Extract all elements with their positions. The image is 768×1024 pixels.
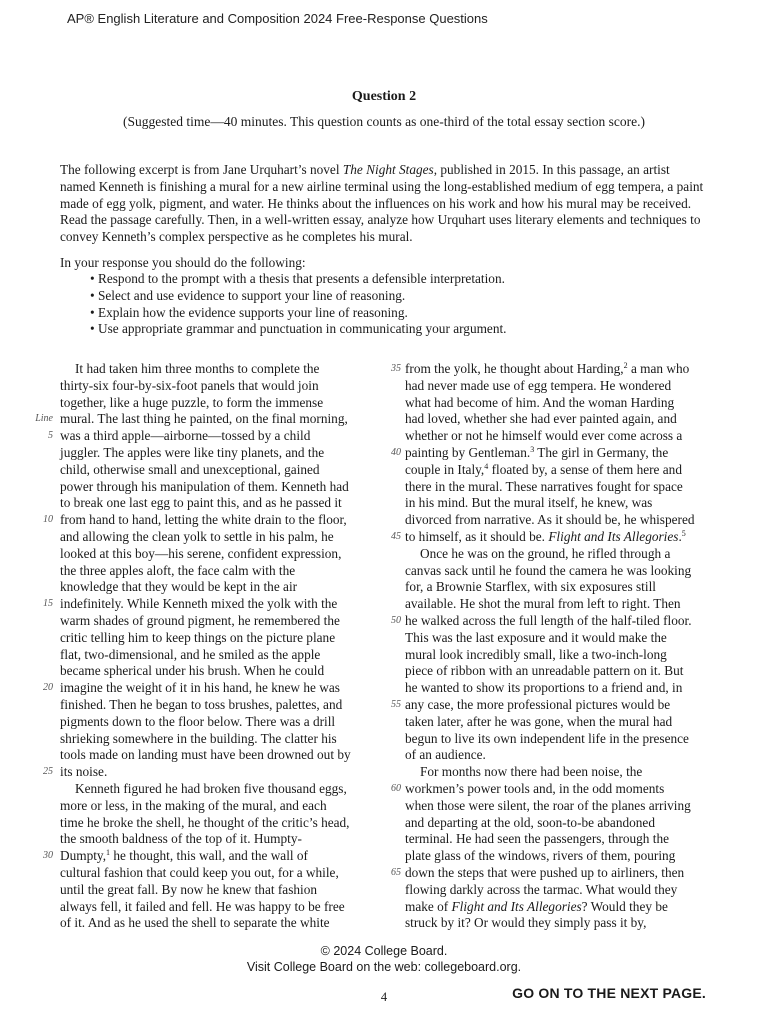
line-number: 50: [391, 614, 401, 626]
passage-line: [48, 428, 366, 445]
text-run: always fell, it failed and fell. He was happy to be free: [60, 898, 345, 914]
footnote-marker: 1: [106, 848, 111, 858]
passage-line: [391, 612, 715, 630]
passage-line: [405, 579, 715, 596]
passage-line: [405, 395, 715, 412]
passage-line: [405, 462, 715, 479]
italic-title: Flight and Its Allegories: [548, 528, 679, 544]
text-run: terminal. He had seen the passengers, through the: [405, 831, 670, 847]
passage-line: [60, 831, 366, 848]
passage-line: [405, 479, 715, 496]
text-run: warm shades of ground pigment, he remembered the: [60, 612, 340, 628]
text-run: until the great fall. By now he knew that fashion: [60, 881, 318, 897]
passage-line: [405, 764, 715, 781]
passage-line: [60, 697, 366, 714]
footnote-marker: 2: [623, 361, 628, 370]
passage-line: [60, 647, 366, 664]
passage-line: [60, 479, 366, 496]
passage-line: [60, 378, 366, 395]
text-run: mural. The last thing he painted, on the final morning,: [60, 411, 348, 427]
passage-line: [391, 864, 715, 882]
text-run: begun to live its own independent life in the presence: [405, 730, 689, 746]
passage-line: [60, 630, 366, 647]
text-run: , published in 2015. In this passage, an artist named Kenneth is finishing a mural for a new airline terminal using the long-established medium of egg tempera, a paint made of egg yolk, pigment, and water. He thinks about the influences on his work and how his mural may be received. Read the passage carefully. Then, in a well-written essay, analyze how Urquhart uses literary elements and techniques to convey Kenneth’s complex perspective as he completes his mural.: [60, 162, 704, 245]
passage-line: [60, 613, 366, 630]
passage-line: [391, 696, 715, 714]
passage-line: [60, 546, 366, 563]
text-run: critic telling him to keep things on the picture plane: [60, 629, 336, 645]
text-run: there in the mural. These narratives fought for space: [405, 478, 683, 494]
text-run: had loved, whether she had ever painted again, and: [405, 411, 677, 427]
text-run: flowing darkly across the tarmac. What would they: [405, 881, 678, 897]
passage-line: [405, 731, 715, 748]
passage-line: [43, 512, 366, 529]
passage-line: [60, 731, 366, 748]
line-number: 60: [391, 782, 401, 794]
text-run: taken later, after he was gone, when the mural had: [405, 713, 673, 729]
passage-line: [405, 747, 715, 764]
line-number: 40: [391, 446, 401, 458]
passage-line: [35, 411, 366, 428]
text-run: what had become of him. And the woman Harding: [405, 394, 675, 410]
website-notice: Visit College Board on the web: collegeboard.org.: [246, 960, 522, 974]
passage-line: [391, 780, 715, 798]
passage-line: [405, 915, 715, 932]
text-run: shrieking somewhere in the building. The clatter his: [60, 730, 337, 746]
text-run: and allowing the clean yolk to settle in his palm, he: [60, 528, 334, 544]
passage-line: [60, 714, 366, 731]
passage-line: [405, 815, 715, 832]
text-run: divorced from narrative. As it should be, he whispered: [405, 512, 695, 528]
passage-line: [43, 680, 366, 697]
passage-line: [43, 848, 366, 865]
text-run: became spherical under his brush. When he could: [60, 663, 325, 679]
line-number: 30: [43, 850, 53, 862]
passage-line: [405, 663, 715, 680]
text-run: he walked across the full length of the half-tiled floor.: [405, 612, 692, 628]
intro-paragraph: [60, 162, 708, 246]
text-run: in his mind. But the mural itself, he knew, was: [405, 495, 653, 511]
text-run: couple in Italy,: [405, 461, 485, 477]
passage-line: [60, 882, 366, 899]
text-run: to break one last egg to paint this, and as he passed it: [60, 495, 342, 511]
line-number: Line: [35, 413, 53, 425]
passage-line: [60, 915, 366, 932]
text-run: Once he was on the ground, he rifled through a: [420, 545, 671, 561]
text-run: struck by it? Or would they simply pass it by,: [405, 915, 647, 931]
text-run: cultural fashion that could keep you out, for a while,: [60, 864, 339, 880]
passage-line: [405, 546, 715, 563]
line-number: 5: [48, 430, 53, 442]
passage-column-right: [391, 361, 715, 932]
text-run: .: [678, 528, 682, 544]
text-run: Kenneth figured he had broken five thousand eggs,: [75, 780, 347, 796]
passage-line: [60, 579, 366, 596]
passage-line: [60, 361, 366, 378]
page-footer: [0, 943, 768, 975]
text-run: plate glass of the windows, rivers of them, pouring: [405, 848, 676, 864]
text-run: tools made on landing must have been drowned out by: [60, 747, 351, 763]
text-run: down the steps that were pushed up to airliners, then: [405, 864, 685, 880]
line-number: 65: [391, 866, 401, 878]
passage-line: [43, 764, 366, 781]
instruction-item: • Respond to the prompt with a thesis that presents a defensible interpretation.: [90, 271, 507, 288]
passage-line: [60, 495, 366, 512]
passage-line: [405, 630, 715, 647]
text-run: time he broke the shell, he thought of the critic’s head,: [60, 814, 350, 830]
text-run: pigments down to the floor below. There was a drill: [60, 713, 336, 729]
text-run: the three apples aloft, the face calm with the: [60, 562, 296, 578]
passage-line: [405, 596, 715, 613]
passage-line: [60, 865, 366, 882]
text-run: had never made use of egg tempera. He wondered: [405, 377, 672, 393]
text-run: power through his manipulation of them. Kenneth had: [60, 478, 349, 494]
line-number: 25: [43, 766, 53, 778]
text-run: workmen’s power tools and, in the odd moments: [405, 780, 665, 796]
text-run: child, otherwise small and unexceptional, gained: [60, 461, 320, 477]
text-run: finished. Then he began to toss brushes, palettes, and: [60, 696, 343, 712]
line-number: 55: [391, 698, 401, 710]
footnote-marker: 4: [484, 461, 489, 471]
passage-line: [405, 899, 715, 916]
passage-line: [405, 563, 715, 580]
footnote-marker: 3: [530, 444, 535, 454]
question-title: Question 2: [351, 89, 417, 104]
text-run: when those were silent, the roar of the planes arriving: [405, 797, 691, 813]
text-run: was a third apple—airborne—tossed by a child: [60, 428, 311, 444]
passage-line: [405, 831, 715, 848]
passage-line: [60, 899, 366, 916]
passage-line: [60, 747, 366, 764]
italic-title: Flight and Its Allegories: [451, 898, 582, 914]
page-number: 4: [380, 990, 388, 1004]
text-run: flat, two-dimensional, and he smiled as the apple: [60, 646, 321, 662]
go-next-page-notice: GO ON TO THE NEXT PAGE.: [512, 985, 706, 1001]
text-run: from the yolk, he thought about Harding,: [405, 361, 624, 376]
passage-line: [405, 798, 715, 815]
passage-line: [60, 798, 366, 815]
passage-line: [391, 444, 715, 462]
passage-line: [391, 361, 715, 378]
copyright-notice: © 2024 College Board.: [320, 944, 448, 958]
text-run: from hand to hand, letting the white drain to the floor,: [60, 512, 347, 528]
passage-line: [391, 528, 715, 546]
passage-line: [405, 714, 715, 731]
text-run: This was the last exposure and it would make the: [405, 629, 667, 645]
text-run: thirty-six four-by-six-foot panels that would join: [60, 377, 319, 393]
passage-line: [60, 395, 366, 412]
text-run: the smooth baldness of the top of it. Humpty-: [60, 831, 302, 847]
text-run: canvas sack until he found the camera he was looking: [405, 562, 692, 578]
passage-line: [405, 378, 715, 395]
text-run: looked at this boy—his serene, confident expression,: [60, 545, 342, 561]
text-run: any case, the more professional pictures would be: [405, 696, 671, 712]
passage-line: [60, 663, 366, 680]
text-run: of it. And as he used the shell to separate the white: [60, 915, 330, 931]
text-run: mural look incredibly small, like a two-inch-long: [405, 646, 667, 662]
passage-line: [60, 815, 366, 832]
text-run: whether or not he himself would ever come across a: [405, 428, 683, 444]
passage-line: [60, 529, 366, 546]
passage-line: [405, 411, 715, 428]
passage-line: [60, 462, 366, 479]
text-run: knowledge that they would be kept in the air: [60, 579, 298, 595]
text-run: painting by Gentleman.: [405, 444, 531, 460]
line-number: 10: [43, 514, 53, 526]
text-run: make of: [405, 898, 452, 914]
text-run: to himself, as it should be.: [405, 528, 549, 544]
text-run: imagine the weight of it in his hand, he knew he was: [60, 680, 340, 696]
passage-line: [60, 781, 366, 798]
text-run: available. He shot the mural from left to right. Then: [405, 596, 681, 612]
italic-title: The Night Stages: [342, 162, 434, 177]
text-run: of an audience.: [405, 747, 486, 763]
instructions-lead: In your response you should do the following:: [60, 255, 306, 270]
passage-line: [43, 596, 366, 613]
line-number: 35: [391, 363, 401, 374]
instruction-item: • Use appropriate grammar and punctuation in communicating your argument.: [90, 321, 507, 338]
passage-line: [405, 647, 715, 664]
footnote-marker: 5: [681, 528, 686, 538]
text-run: a man who: [627, 361, 690, 376]
passage-column-left: [35, 361, 366, 932]
text-run: ? Would they be: [581, 898, 668, 914]
text-run: together, like a huge puzzle, to form the immense: [60, 394, 324, 410]
instruction-item: • Select and use evidence to support your line of reasoning.: [90, 288, 507, 305]
instructions-list: [90, 271, 507, 338]
passage-line: [405, 512, 715, 529]
text-run: more or less, in the making of the mural, and each: [60, 797, 327, 813]
text-run: he thought, this wall, and the wall of: [110, 848, 308, 864]
text-run: The following excerpt is from Jane Urquhart’s novel: [60, 162, 343, 177]
page-header: AP® English Literature and Composition 2024 Free-Response Questions: [67, 11, 488, 26]
text-run: floated by, a sense of them here and: [488, 461, 682, 477]
passage-line: [405, 495, 715, 512]
text-run: for, a Brownie Starflex, with six exposures still: [405, 579, 656, 595]
text-run: It had taken him three months to complete the: [75, 361, 320, 376]
question-subtitle: (Suggested time—40 minutes. This question counts as one-third of the total essay section score.): [122, 114, 646, 129]
line-number: 15: [43, 598, 53, 610]
passage-line: [405, 428, 715, 445]
text-run: The girl in Germany, the: [534, 444, 669, 460]
line-number: 45: [391, 530, 401, 542]
instruction-item: • Explain how the evidence supports your line of reasoning.: [90, 305, 507, 322]
passage-line: [60, 445, 366, 462]
passage-line: [405, 848, 715, 865]
passage-line: [60, 563, 366, 580]
text-run: its noise.: [60, 764, 108, 780]
text-run: Dumpty,: [60, 848, 107, 864]
text-run: juggler. The apples were like tiny planets, and the: [60, 444, 325, 460]
passage-line: [405, 680, 715, 697]
text-run: piece of ribbon with an unreadable pattern on it. But: [405, 663, 684, 679]
line-number: 20: [43, 682, 53, 694]
text-run: he wanted to show its proportions to a friend and, in: [405, 680, 683, 696]
passage-line: [405, 882, 715, 899]
text-run: and departing at the old, soon-to-be abandoned: [405, 814, 655, 830]
text-run: For months now there had been noise, the: [420, 764, 643, 780]
text-run: indefinitely. While Kenneth mixed the yolk with the: [60, 596, 338, 612]
